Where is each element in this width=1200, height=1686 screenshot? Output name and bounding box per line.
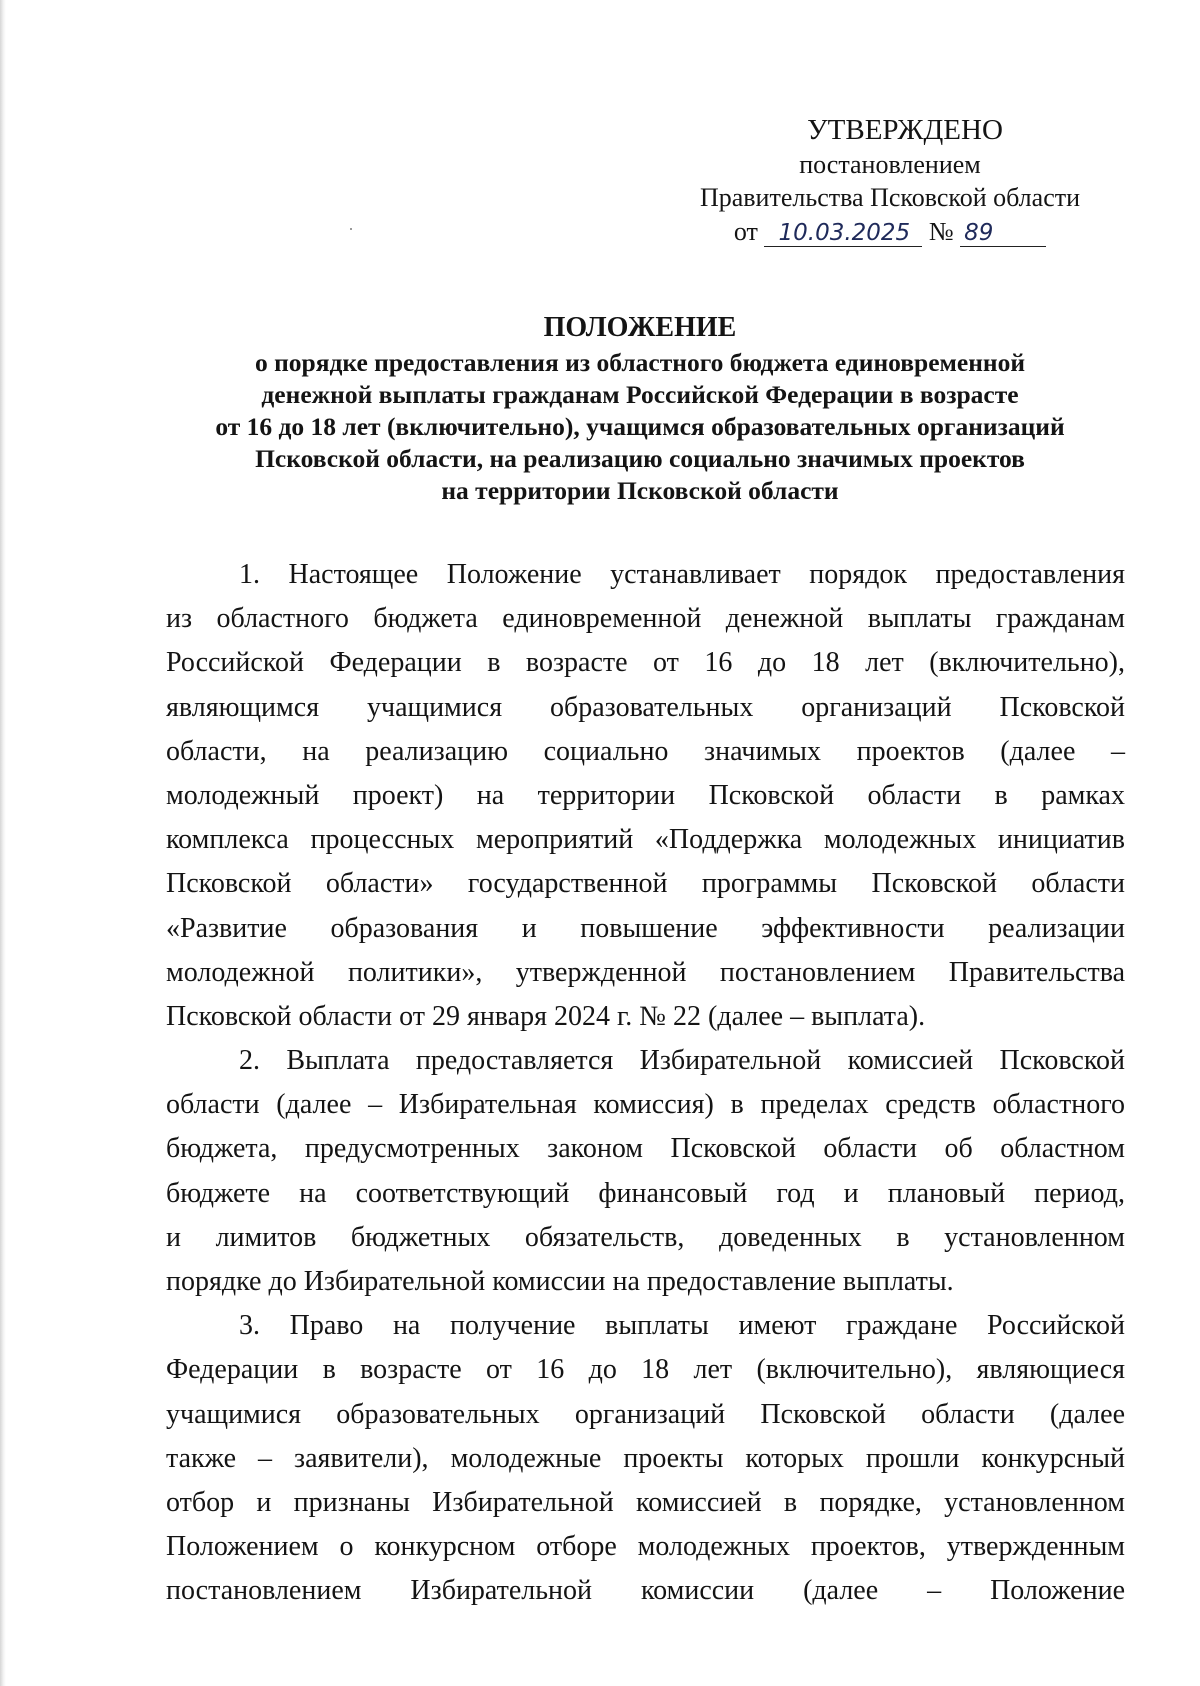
approval-line-1: постановлением xyxy=(799,150,981,179)
title-line: на территории Псковской области xyxy=(441,476,839,505)
number-label: № xyxy=(928,217,954,246)
text-line: области, на реализацию социально значимых проектов (далее – xyxy=(166,735,1125,767)
text-line: Псковской области» государственной программы Псковской области xyxy=(166,868,1125,900)
text-line: Псковской области от 29 января 2024 г. № 22 (далее – выплата). xyxy=(166,1000,926,1032)
approval-line-2: Правительства Псковской области xyxy=(699,183,1081,212)
title-line: от 16 до 18 лет (включительно), учащимся образовательных организаций xyxy=(215,412,1065,441)
text-line: отбор и признаны Избирательной комиссией в порядке, установленном xyxy=(166,1486,1125,1518)
text-line: бюджета, предусмотренных законом Псковской области об областном xyxy=(166,1133,1125,1165)
scan-speck xyxy=(350,228,352,230)
text-line: молодежной политики», утвержденной постановлением Правительства xyxy=(166,956,1125,988)
text-line: Российской Федерации в возрасте от 16 до 18 лет (включительно), xyxy=(166,647,1125,679)
text-line: 3. Право на получение выплаты имеют граждане Российской xyxy=(239,1310,1125,1342)
document-title: ПОЛОЖЕНИЕ xyxy=(543,312,737,343)
text-line: молодежный проект) на территории Псковской области в рамках xyxy=(166,779,1125,811)
text-line: 2. Выплата предоставляется Избирательной комиссией Псковской xyxy=(239,1045,1125,1077)
approval-date-line xyxy=(660,215,1120,248)
approval-stamp-block xyxy=(660,112,1120,248)
text-line: Федерации в возрасте от 16 до 18 лет (включительно), являющиеся xyxy=(166,1354,1125,1386)
text-line: «Развитие образования и повышение эффективности реализации xyxy=(166,912,1125,944)
title-line: Псковской области, на реализацию социально значимых проектов xyxy=(255,444,1025,473)
document-title-block xyxy=(130,310,1150,507)
title-line: о порядке предоставления из областного бюджета единовременной xyxy=(254,348,1026,377)
text-line: комплекса процессных мероприятий «Поддержка молодежных инициатив xyxy=(166,824,1125,856)
text-line: области (далее – Избирательная комиссия) в пределах средств областного xyxy=(166,1089,1125,1121)
text-line: постановлением Избирательной комиссии (далее – Положение xyxy=(166,1575,1125,1607)
text-line: из областного бюджета единовременной денежной выплаты гражданам xyxy=(166,603,1125,635)
handwritten-number: 89 xyxy=(960,220,1046,247)
paragraph-3 xyxy=(166,1304,1125,1613)
title-line: денежной выплаты гражданам Российской Федерации в возрасте xyxy=(261,380,1019,409)
text-line: являющимся учащимися образовательных организаций Псковской xyxy=(166,691,1125,723)
handwritten-date: 10.03.2025 xyxy=(764,220,922,247)
text-line: Положением о конкурсном отборе молодежных проектов, утвержденным xyxy=(166,1531,1125,1563)
scan-edge xyxy=(0,0,6,1686)
approved-heading: УТВЕРЖДЕНО xyxy=(807,114,1003,146)
document-body xyxy=(166,553,1125,1614)
text-line: порядке до Избирательной комиссии на предоставление выплаты. xyxy=(166,1266,954,1297)
paragraph-1 xyxy=(166,553,1125,1039)
text-line: учащимися образовательных организаций Псковской области (далее xyxy=(166,1398,1125,1430)
text-line: также – заявители), молодежные проекты которых прошли конкурсный xyxy=(166,1442,1125,1474)
text-line: 1. Настоящее Положение устанавливает порядок предоставления xyxy=(239,559,1125,590)
from-label: от xyxy=(733,217,758,246)
text-line: и лимитов бюджетных обязательств, доведенных в установленном xyxy=(166,1221,1125,1253)
text-line: бюджете на соответствующий финансовый год и плановый период, xyxy=(166,1177,1125,1209)
paragraph-2 xyxy=(166,1039,1125,1304)
